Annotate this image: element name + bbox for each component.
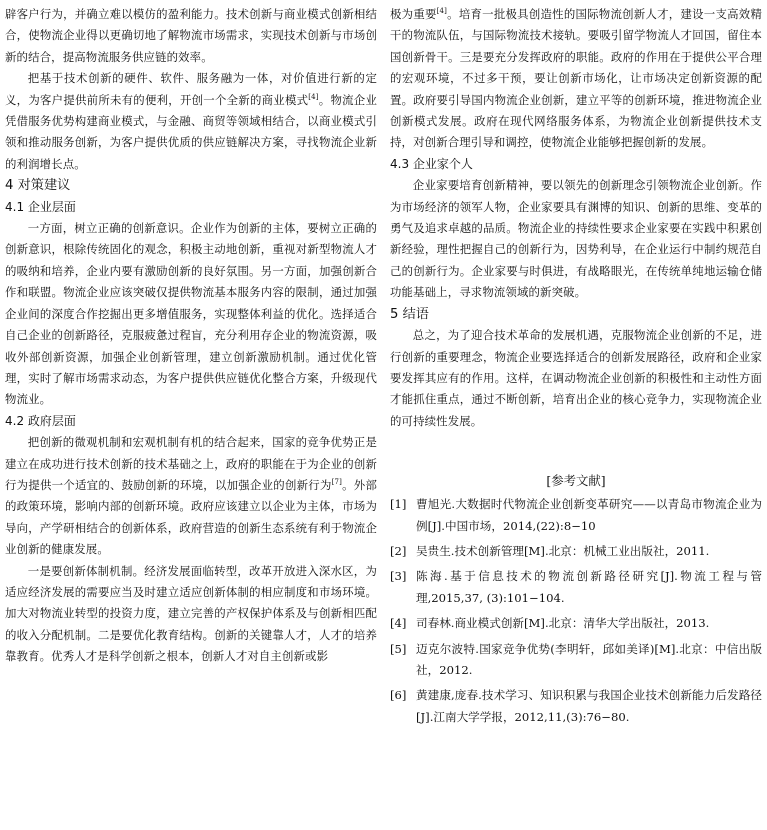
paragraph-talent-cultivation [390, 4, 762, 154]
reference-text: 司春林.商业模式创新[M].北京：清华大学出版社，2013. [416, 616, 710, 631]
reference-number: [5] [390, 641, 407, 656]
reference-item [390, 685, 762, 728]
paragraph-text: 。培育一批极具创造性的国际物流创新人才，建设一支高效精干的物流队伍，与国际物流技术接轨。要吸引留学物流人才回国，留住本国创新骨干。三是要充分发挥政府的职能。政府的作用在于提供公平合理的宏观环境，不过多干预，要让创新市场化，让市场决定创新资源的配置。政府要引导国内物流企业创新，建立平等的创新环境，推进物流企业创新模式发展。政府在现代网络服务体系，为物流企业创新提供技术支持，对创新合理引导和调控，使物流企业能够把握创新的发展。 [390, 7, 762, 150]
reference-text: 黄建康,庞春.技术学习、知识积累与我国企业技术创新能力后发路径[J].江南大学学报，2012,11,(3):76−80. [416, 688, 762, 724]
reference-number: [4] [390, 616, 407, 631]
reference-list [390, 494, 762, 728]
reference-item [390, 494, 762, 537]
left-column [5, 0, 377, 830]
paragraph-enterprise-level: 一方面，树立正确的创新意识。企业作为创新的主体，要树立正确的创新意识，根除传统固化的观念，积极主动地创新，重视对新型物流人才的吸纳和培养，企业内要有激励创新的良好氛围。另一方面，加强创新合作和联盟。物流企业应该突破仅提供物流基本服务内容的限制，通过加强企业间的深度合作挖掘出更多增值服务，实现整体利益的优化。选择适合自己企业的创新路径，克服疲惫过程盲，充分利用存企业的物流资源，吸收外部创新资源，加强企业创新管理，建立创新激励机制。通过优化管理，实时了解市场需求动态，为客户提供供应链优化整合方案，升级现代物流业。 [5, 221, 377, 407]
reference-number: [1] [390, 497, 407, 512]
reference-number: [3] [390, 569, 407, 584]
subsection-heading-4-2: 4.2 政府层面 [5, 413, 76, 428]
reference-item [390, 639, 762, 682]
reference-text: 迈克尔波特.国家竞争优势(李明轩，邱如美译)[M].北京：中信出版社，2012. [416, 641, 762, 677]
paragraph-entrepreneur: 企业家要培育创新精神，要以领先的创新理念引领物流企业创新。作为市场经济的领军人物，企业家要具有渊博的知识、创新的思维、变革的勇气及追求卓越的品质。物流企业的持续性要求企业家要在实践中积累创新经验，理性把握自己的创新行为，因势利导，在企业运行中制约规范自己的创新行为。企业家要与时俱进，有战略眼光，在传统单纯地运输仓储功能基础上，寻求物流领域的新突破。 [390, 178, 762, 300]
reference-number: [6] [390, 688, 407, 703]
reference-item [390, 613, 762, 634]
subsection-heading-4-1: 4.1 企业层面 [5, 199, 76, 214]
paragraph-text: 。外部的政策环境，影响内部的创新环境。政府应该建立以企业为主体，市场为导向，产学研相结合的创新体系，政府营造的创新生态系统有利于物流企业创新的健康发展。 [5, 477, 377, 557]
paragraph-text: 极为重要 [390, 7, 437, 21]
paragraph-text: 。物流企业凭借服务优势构建商业模式，与金融、商贸等领域相结合，以商业模式引领和推动服务创新，为客户提供优质的供应链解决方案，寻找物流企业新的利润增长点。 [5, 92, 377, 171]
citation-7[interactable]: [7] [331, 477, 342, 486]
reference-text: 曹旭光.大数据时代物流企业创新变革研究——以青岛市物流企业为例[J].中国市场，2014,(22):8−10 [416, 497, 762, 533]
right-column [390, 0, 762, 830]
paragraph-text: 把基于技术创新的硬件、软件、服务融为一体，对价值进行新的定义，为客户提供前所未有的便利，开创一个全新的商业模式 [5, 71, 377, 107]
citation-4[interactable]: [4] [308, 92, 319, 101]
paragraph-government-level [5, 432, 377, 560]
paragraph-conclusion: 总之，为了迎合技术革命的发展机遇，克服物流企业创新的不足，进行创新的重要理念，物流企业要选择适合的创新发展路径，政府和企业家要发挥其应有的作用。这样，在调动物流企业创新的积极性和主动性方面才能抓住重点，通过不断创新，培育出企业的核心竞争力，实现物流企业的可持续性发展。 [390, 328, 762, 428]
paragraph-text: 把创新的微观机制和宏观机制有机的结合起来，国家的竞争优势正是建立在成功进行技术创新的技术基础之上，政府的职能在于为企业的创新行为提供一个适宜的、鼓励创新的环境，以加强企业的创新行为 [5, 435, 377, 492]
paragraph-business-model: 辟客户行为，并确立难以模仿的盈利能力。技术创新与商业模式创新相结合，使物流企业得以更确切地了解物流市场需求，实现技术创新与市场创新的结合，提高物流服务供应链的效率。 [5, 7, 377, 64]
subsection-heading-4-3: 4.3 企业家个人 [390, 156, 473, 171]
paragraph-system-mechanism: 一是要创新体制机制。经济发展面临转型，改革开放进入深水区，为适应经济发展的需要应当及时建立适应创新体制的相应制度和市场环境。加大对物流业转型的投资力度，建立完善的产权保护体系及与创新相匹配的收入分配机制。二是要优化教育结构。创新的关键靠人才，人才的培养靠教育。优秀人才是科学创新之根本，创新人才对自主创新或影 [5, 563, 377, 664]
reference-item [390, 541, 762, 562]
reference-text: 陈海.基于信息技术的物流创新路径研究[J].物流工程与管理,2015,37, (3):101−104. [416, 569, 762, 605]
paragraph-technical-innovation [5, 68, 377, 175]
reference-text: 吴贵生.技术创新管理[M].北京：机械工业出版社，2011. [416, 543, 710, 558]
reference-number: [2] [390, 543, 407, 558]
references-heading: [参考文献] [546, 473, 606, 489]
citation-4[interactable]: [4] [436, 7, 448, 15]
section-heading-5: 5 结语 [390, 306, 429, 322]
reference-item [390, 566, 762, 609]
section-heading-4: 4 对策建议 [5, 178, 71, 194]
